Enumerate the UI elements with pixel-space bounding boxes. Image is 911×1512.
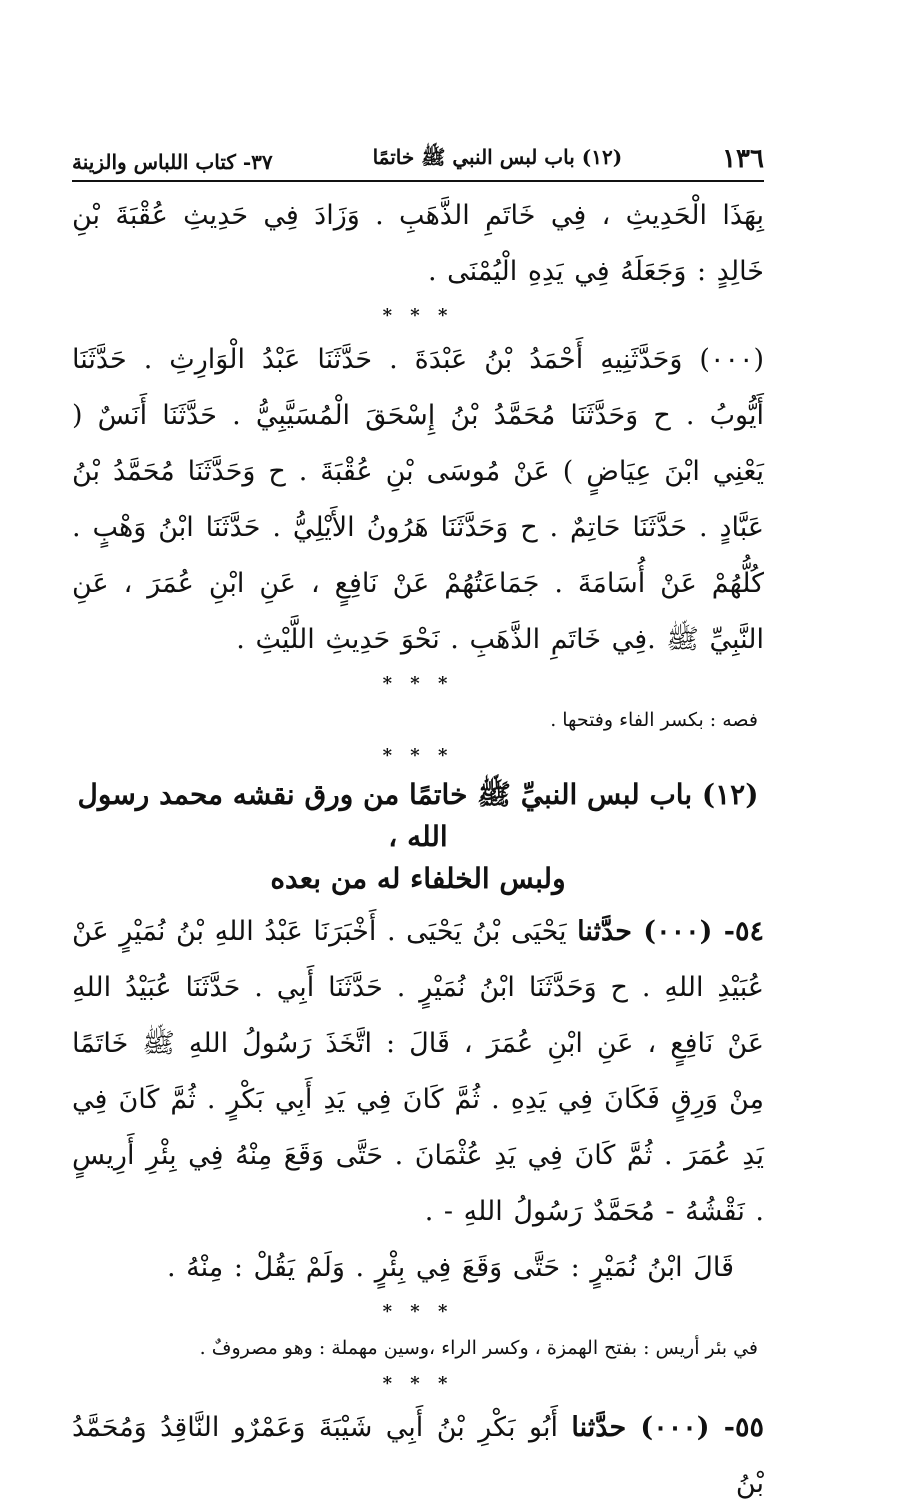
hadith-paragraph: (٠٠٠) وَحَدَّثَنِيهِ أَحْمَدُ بْنُ عَبْدَةَ . حَدَّثَنَا عَبْدُ الْوَارِثِ . حَدَّثَنَا أَيُّوبُ . ح وَحَدَّثَنَا مُحَمَّدُ بْنُ إِسْحَقَ الْمُسَيَّبِيُّ . حَدَّثَنَا أَنَسٌ ( يَعْنِي ابْنَ عِيَاضٍ ) عَنْ مُوسَى بْنِ عُقْبَةَ . ح وَحَدَّثَنَا مُحَمَّدُ بْنُ عَبَّادٍ . حَدَّثَنَا حَاتِمٌ . ح وَحَدَّثَنَا هَرُونُ الأَيْلِيُّ . حَدَّثَنَا ابْنُ وَهْبٍ . كُلُّهُمْ عَنْ أُسَامَةَ . جَمَاعَتُهُمْ عَنْ نَافِعٍ ، عَنِ ابْنِ عُمَرَ ، عَنِ النَّبِيِّ ﷺ .فِي خَاتَمِ الذَّهَبِ . نَحْوَ حَدِيثِ اللَّيْثِ . — [72, 344, 764, 655]
running-book-title: ٣٧- كتاب اللباس والزينة — [72, 150, 273, 174]
hadith-number: ٥٥- (٠٠٠) حدَّثنا — [571, 1412, 764, 1443]
hadith-text: أَبُو بَكْرِ بْنُ أَبِي شَيْبَةَ وَعَمْرٌو النَّاقِدُ وَمُحَمَّدُ بْنُ — [72, 1412, 764, 1499]
chapter-heading — [72, 774, 764, 900]
hadith-text: يَحْيَى بْنُ يَحْيَى . أَخْبَرَنَا عَبْدُ اللهِ بْنُ نُمَيْرٍ عَنْ عُبَيْدِ اللهِ . ح وَحَدَّثَنَا ابْنُ نُمَيْرٍ . حَدَّثَنَا أَبِي . حَدَّثَنَا عُبَيْدُ اللهِ عَنْ نَافِعٍ ، عَنِ ابْنِ عُمَرَ ، قَالَ : اتَّخَذَ رَسُولُ اللهِ ﷺ خَاتَمًا مِنْ وَرِقٍ فَكَانَ فِي يَدِهِ . ثُمَّ كَانَ فِي يَدِ أَبِي بَكْرٍ . ثُمَّ كَانَ فِي يَدِ عُمَرَ . ثُمَّ كَانَ فِي يَدِ عُثْمَانَ . حَتَّى وَقَعَ مِنْهُ فِي بِئْرِ أَرِيسٍ . نَقْشُهُ - مُحَمَّدٌ رَسُولُ اللهِ - . — [72, 916, 764, 1227]
hadith-paragraph — [72, 904, 764, 1240]
hadith-number: ٥٤- (٠٠٠) حدَّثنا — [577, 916, 764, 947]
footnote-gloss: في بئر أريس : بفتح الهمزة ، وكسر الراء ،وسين مهملة : وهو مصروفٌ . — [199, 1337, 758, 1359]
page-number: ١٣٦ — [722, 144, 764, 174]
running-section-title: (١٢) باب لبس النبي ﷺ خاتمًا — [372, 145, 623, 169]
hadith-remark: قَالَ ابْنُ نُمَيْرٍ : حَتَّى وَقَعَ فِي بِئْرٍ . وَلَمْ يَقُلْ : مِنْهُ . — [167, 1252, 734, 1283]
page-header — [72, 140, 764, 182]
hadith-paragraph — [72, 1400, 764, 1512]
book-page — [72, 140, 764, 1512]
separator-stars: * * * — [382, 673, 454, 694]
separator-stars: * * * — [382, 1301, 454, 1322]
chapter-heading-line: (١٢) باب لبس النبيِّ ﷺ خاتمًا من ورق نقشه محمد رسول الله ، — [77, 778, 759, 853]
separator-stars: * * * — [382, 305, 454, 326]
chapter-heading-line: ولبس الخلفاء له من بعده — [270, 862, 566, 895]
footnote-gloss: فصه : بكسر الفاء وفتحها . — [550, 709, 758, 731]
separator-stars: * * * — [382, 745, 454, 766]
paragraph-continuation: بِهَذَا الْحَدِيثِ ، فِي خَاتَمِ الذَّهَبِ . وَزَادَ فِي حَدِيثِ عُقْبَةَ بْنِ خَالِدٍ : وَجَعَلَهُ فِي يَدِهِ الْيُمْنَى . — [72, 200, 764, 287]
separator-stars: * * * — [382, 1373, 454, 1394]
